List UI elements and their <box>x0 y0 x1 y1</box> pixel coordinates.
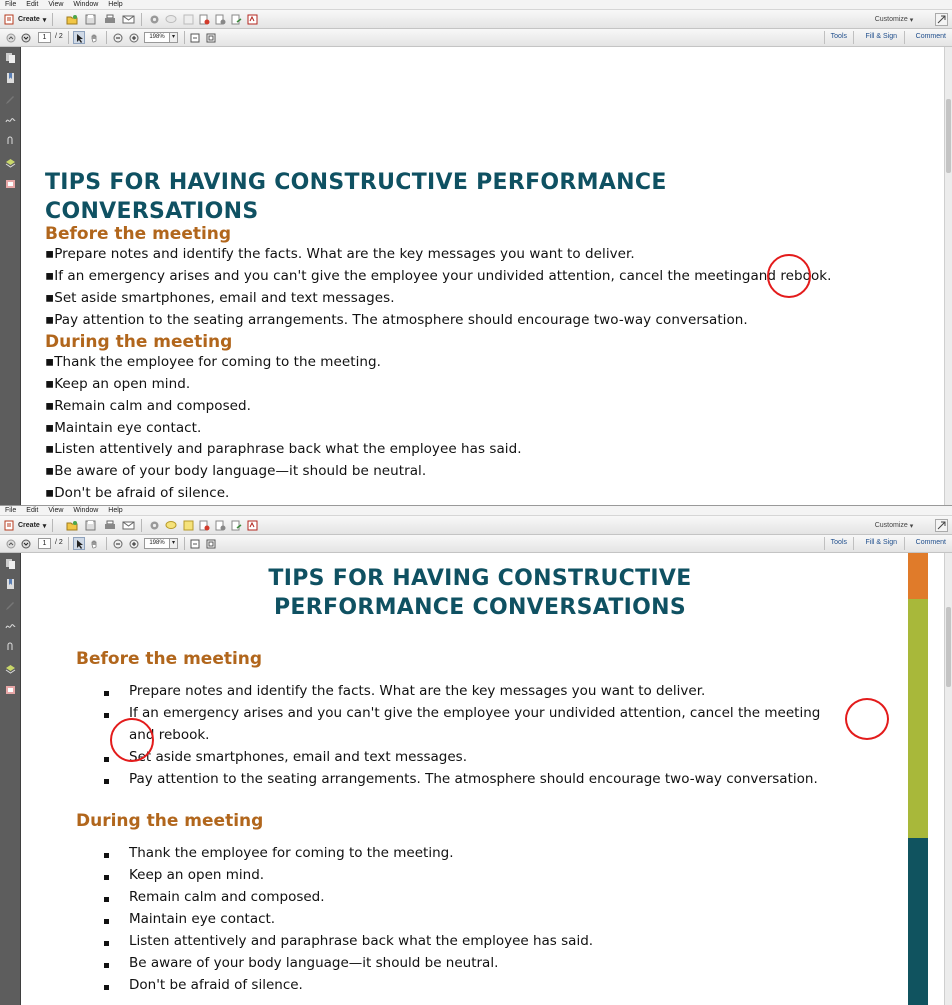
open-folder-icon <box>66 14 78 25</box>
zoom-dropdown[interactable] <box>169 32 178 43</box>
next-page-button[interactable] <box>20 537 31 550</box>
attachment-icon <box>5 642 16 652</box>
list-item: ▪Remain calm and composed. <box>45 398 251 414</box>
menu-file[interactable]: File <box>5 1 17 8</box>
highlight-button[interactable] <box>198 519 210 532</box>
page-total: / 2 <box>55 539 63 546</box>
fit-width-icon <box>206 539 216 549</box>
page-total: / 2 <box>55 33 63 40</box>
fit-page-button[interactable] <box>189 31 201 44</box>
stamp-icon <box>215 14 226 25</box>
menu-window[interactable]: Window <box>73 1 99 8</box>
comment-pane-link[interactable]: Comment <box>915 539 946 546</box>
list-item: Keep an open mind. <box>129 867 265 883</box>
expand-icon <box>937 521 946 530</box>
stamp-icon <box>215 520 226 531</box>
list-item: ▪Prepare notes and identify the facts. What are the key messages you want to deliver. <box>45 246 635 262</box>
fit-width-button[interactable] <box>205 31 217 44</box>
pdf-icon <box>247 520 258 531</box>
expand-icon <box>937 15 946 24</box>
sticky-note-button[interactable] <box>182 519 194 532</box>
customize-button[interactable] <box>872 519 916 532</box>
settings-button[interactable] <box>148 519 160 532</box>
list-item: ▪Be aware of your body language—it should be neutral. <box>45 463 427 479</box>
customize-label: Customize <box>874 16 908 23</box>
main-toolbar <box>0 10 952 29</box>
menu-bar <box>0 506 952 516</box>
sticky-note-icon <box>183 14 194 25</box>
document-title-line-1: TIPS FOR HAVING CONSTRUCTIVE <box>268 566 692 591</box>
toolbar-divider <box>184 31 185 44</box>
select-tool-button[interactable] <box>73 537 85 550</box>
comment-button[interactable] <box>165 13 177 26</box>
create-icon <box>4 14 15 25</box>
open-button[interactable] <box>65 519 78 532</box>
signatures-button[interactable] <box>5 621 16 631</box>
next-page-icon <box>21 33 31 43</box>
menu-help[interactable]: Help <box>108 507 123 514</box>
list-item: ▪Pay attention to the seating arrangements. The atmosphere should encourage two-way conversation. <box>45 312 748 328</box>
save-button[interactable] <box>84 519 97 532</box>
zoom-in-icon <box>129 539 139 549</box>
scrollbar-thumb[interactable] <box>946 99 951 173</box>
bookmark-icon <box>5 73 16 83</box>
attachments-button[interactable] <box>5 642 16 652</box>
toolbar-divider <box>141 13 142 26</box>
hand-tool-button[interactable] <box>89 537 101 550</box>
toolbar-divider <box>106 31 107 44</box>
hand-tool-icon <box>90 539 100 549</box>
fit-page-icon <box>190 539 200 549</box>
fit-width-button[interactable] <box>205 537 217 550</box>
bullet-icon <box>104 691 109 696</box>
bottom-viewer-window <box>0 506 952 1005</box>
gear-icon <box>149 14 160 25</box>
navigation-toolbar <box>0 29 952 47</box>
toolbar-divider <box>904 31 905 44</box>
comment-button[interactable] <box>165 519 177 532</box>
customize-button[interactable] <box>872 13 916 26</box>
customize-label: Customize <box>874 522 908 529</box>
list-item: ▪Keep an open mind. <box>45 376 191 392</box>
zoom-level-input[interactable]: 198% <box>144 32 170 43</box>
fill-sign-pane-link[interactable]: Fill & Sign <box>865 33 897 40</box>
decorative-stripe-teal <box>908 838 928 1005</box>
vertical-scrollbar[interactable] <box>944 47 952 506</box>
menu-file[interactable]: File <box>5 507 17 514</box>
layers-icon <box>5 664 16 674</box>
save-icon <box>85 520 96 531</box>
pdf-icon <box>247 14 258 25</box>
toolbar-divider <box>853 31 854 44</box>
next-page-button[interactable] <box>20 31 31 44</box>
gear-icon <box>149 520 160 531</box>
list-item: Be aware of your body language—it should be neutral. <box>129 955 499 971</box>
list-item: ▪Maintain eye contact. <box>45 420 202 436</box>
toolbar-divider <box>52 519 53 532</box>
print-icon <box>104 520 116 531</box>
chevron-down-icon: ▾ <box>171 34 175 40</box>
bullet-icon <box>104 985 109 990</box>
layers-icon <box>5 158 16 168</box>
pen-icon <box>5 95 16 105</box>
zoom-dropdown[interactable] <box>169 538 178 549</box>
prev-page-button[interactable] <box>5 31 16 44</box>
comment-icon <box>165 520 177 531</box>
tools-pane-link[interactable]: Tools <box>830 33 847 40</box>
menu-edit[interactable]: Edit <box>26 507 39 514</box>
stamp-button[interactable] <box>214 13 226 26</box>
prev-page-icon <box>6 33 16 43</box>
before-meeting-heading: Before the meeting <box>76 649 263 669</box>
bullet-icon <box>104 713 109 718</box>
expand-button[interactable] <box>935 13 948 26</box>
fill-sign-pane-link[interactable]: Fill & Sign <box>865 539 897 546</box>
stamp-button[interactable] <box>214 519 226 532</box>
pen-button[interactable] <box>5 95 16 105</box>
annotation-circle <box>110 718 154 762</box>
before-meeting-heading: Before the meeting <box>45 224 232 244</box>
pdf-button[interactable] <box>246 519 258 532</box>
bullet-icon <box>104 941 109 946</box>
list-item: Maintain eye contact. <box>129 911 276 927</box>
navigation-toolbar <box>0 535 952 553</box>
email-button[interactable] <box>122 13 135 26</box>
comment-pane-link[interactable]: Comment <box>915 33 946 40</box>
list-item-continuation: and rebook. <box>129 727 210 743</box>
pdf-button[interactable] <box>246 13 258 26</box>
document-title-line-1: TIPS FOR HAVING CONSTRUCTIVE PERFORMANCE <box>45 170 667 195</box>
toolbar-divider <box>106 537 107 550</box>
bullet-icon <box>104 853 109 858</box>
fit-page-icon <box>190 33 200 43</box>
hand-tool-button[interactable] <box>89 31 101 44</box>
navigation-pane <box>0 47 21 506</box>
zoom-out-button[interactable] <box>112 537 124 550</box>
tags-button[interactable] <box>5 179 16 189</box>
zoom-in-button[interactable] <box>128 537 140 550</box>
bullet-icon <box>104 919 109 924</box>
zoom-out-button[interactable] <box>112 31 124 44</box>
chevron-down-icon: ▾ <box>171 540 175 546</box>
open-button[interactable] <box>65 13 78 26</box>
menu-help[interactable]: Help <box>108 1 123 8</box>
print-icon <box>104 14 116 25</box>
list-item: ▪Listen attentively and paraphrase back what the employee has said. <box>45 441 522 457</box>
fit-width-icon <box>206 33 216 43</box>
create-label: Create <box>18 522 40 529</box>
menu-window[interactable]: Window <box>73 507 99 514</box>
prev-page-button[interactable] <box>5 537 16 550</box>
open-folder-icon <box>66 520 78 531</box>
document-title-line-2: PERFORMANCE CONVERSATIONS <box>274 595 686 620</box>
chevron-down-icon: ▾ <box>42 16 47 24</box>
bullet-icon <box>104 897 109 902</box>
toolbar-divider <box>68 537 69 550</box>
document-title-line-2: CONVERSATIONS <box>45 199 259 224</box>
share-button[interactable] <box>230 519 242 532</box>
bullet-icon <box>104 875 109 880</box>
next-page-icon <box>21 539 31 549</box>
chevron-down-icon: ▾ <box>42 522 47 530</box>
list-item: Set aside smartphones, email and text messages. <box>129 749 467 765</box>
menu-edit[interactable]: Edit <box>26 1 39 8</box>
share-icon <box>231 14 242 25</box>
zoom-in-icon <box>129 33 139 43</box>
fit-page-button[interactable] <box>189 537 201 550</box>
zoom-out-icon <box>113 539 123 549</box>
attachment-icon <box>5 136 16 146</box>
toolbar-divider <box>184 537 185 550</box>
list-item: Prepare notes and identify the facts. What are the key messages you want to deliver. <box>129 683 706 699</box>
list-item: ▪Don't be afraid of silence. <box>45 485 230 501</box>
comment-icon <box>165 14 177 25</box>
signature-icon <box>5 115 16 125</box>
list-item: Pay attention to the seating arrangements. The atmosphere should encourage two-way conversation. <box>129 771 818 787</box>
menu-view[interactable]: View <box>48 1 64 8</box>
list-item: ▪Set aside smartphones, email and text messages. <box>45 290 395 306</box>
select-tool-icon <box>75 33 84 43</box>
decorative-stripe-green <box>908 599 928 838</box>
pages-panel-button[interactable] <box>5 53 16 63</box>
annotation-circle <box>767 254 811 298</box>
share-button[interactable] <box>230 13 242 26</box>
toolbar-divider <box>68 31 69 44</box>
sticky-note-icon <box>183 520 194 531</box>
hand-tool-icon <box>90 33 100 43</box>
highlight-icon <box>199 14 210 25</box>
list-item: Remain calm and composed. <box>129 889 325 905</box>
highlight-button[interactable] <box>198 13 210 26</box>
create-label: Create <box>18 16 40 23</box>
list-item: ▪If an emergency arises and you can't give the employee your undivided attention, cancel the meetingand rebook. <box>45 268 832 284</box>
create-icon <box>4 520 15 531</box>
toolbar-divider <box>52 13 53 26</box>
toolbar-divider <box>141 519 142 532</box>
create-button[interactable] <box>4 519 48 532</box>
bullet-icon <box>104 757 109 762</box>
expand-button[interactable] <box>935 519 948 532</box>
toolbar-divider <box>853 537 854 550</box>
tag-icon <box>5 179 16 189</box>
bullet-icon <box>104 779 109 784</box>
settings-button[interactable] <box>148 13 160 26</box>
menu-view[interactable]: View <box>48 507 64 514</box>
attachments-button[interactable] <box>5 136 16 146</box>
prev-page-icon <box>6 539 16 549</box>
zoom-out-icon <box>113 33 123 43</box>
print-button[interactable] <box>103 13 116 26</box>
save-button[interactable] <box>84 13 97 26</box>
layers-button[interactable] <box>5 664 16 674</box>
main-toolbar <box>0 516 952 535</box>
create-button[interactable] <box>4 13 48 26</box>
layers-button[interactable] <box>5 158 16 168</box>
zoom-level-input[interactable]: 198% <box>144 538 170 549</box>
select-tool-button[interactable] <box>73 31 85 44</box>
list-item: Thank the employee for coming to the meeting. <box>129 845 454 861</box>
zoom-in-button[interactable] <box>128 31 140 44</box>
page-number-input[interactable]: 1 <box>38 538 51 549</box>
print-button[interactable] <box>103 519 116 532</box>
bullet-icon <box>104 963 109 968</box>
during-meeting-heading: During the meeting <box>45 332 233 352</box>
list-item: Don't be afraid of silence. <box>129 977 303 993</box>
list-item: If an emergency arises and you can't give the employee your undivided attention, cancel the meeting <box>129 705 821 721</box>
toolbar-divider <box>824 31 825 44</box>
chevron-down-icon: ▾ <box>909 522 914 530</box>
share-icon <box>231 520 242 531</box>
highlight-icon <box>199 520 210 531</box>
email-button[interactable] <box>122 519 135 532</box>
annotation-circle <box>845 698 889 740</box>
pages-panel-icon <box>5 53 16 63</box>
save-icon <box>85 14 96 25</box>
during-meeting-heading: During the meeting <box>76 811 264 831</box>
tags-button[interactable] <box>5 685 16 695</box>
toolbar-divider <box>824 537 825 550</box>
menu-bar <box>0 0 952 10</box>
email-icon <box>122 520 135 531</box>
list-item: Listen attentively and paraphrase back what the employee has said. <box>129 933 594 949</box>
page-number-input[interactable]: 1 <box>38 32 51 43</box>
toolbar-divider <box>904 537 905 550</box>
select-tool-icon <box>75 539 84 549</box>
tag-icon <box>5 685 16 695</box>
signature-icon <box>5 621 16 631</box>
chevron-down-icon: ▾ <box>909 16 914 24</box>
email-icon <box>122 14 135 25</box>
signatures-button[interactable] <box>5 115 16 125</box>
list-item: ▪Thank the employee for coming to the meeting. <box>45 354 381 370</box>
bookmarks-button[interactable] <box>5 73 16 83</box>
sticky-note-button[interactable] <box>182 13 194 26</box>
tools-pane-link[interactable]: Tools <box>830 539 847 546</box>
